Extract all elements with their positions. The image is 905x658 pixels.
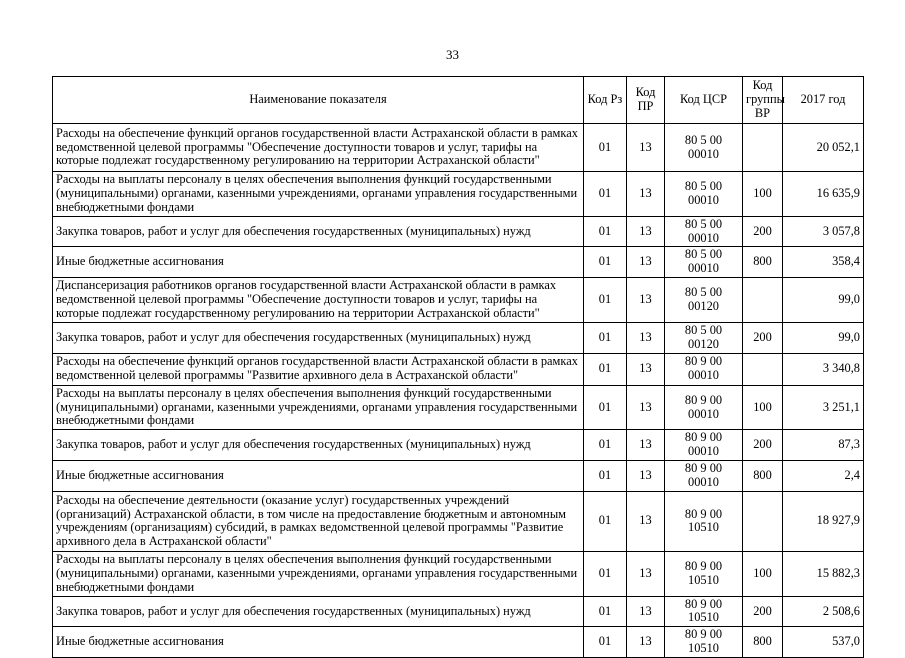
header-pr: Код ПР [627, 77, 665, 124]
cell-name: Расходы на обеспечение функций органов государственной власти Астраханской области в рамках ведомственной целевой программы "Развитие архивного дела в Астраханской области" [53, 353, 584, 385]
cell-rz: 01 [584, 247, 627, 278]
cell-pr: 13 [627, 551, 665, 596]
table-row [53, 430, 864, 461]
cell-rz: 01 [584, 385, 627, 430]
cell-csr: 80 5 00 00010 [665, 172, 743, 217]
cell-amount: 3 057,8 [783, 216, 864, 247]
header-vr: Код группы ВР [743, 77, 783, 124]
cell-name: Иные бюджетные ассигнования [53, 627, 584, 658]
cell-csr: 80 9 00 10510 [665, 551, 743, 596]
cell-name: Закупка товаров, работ и услуг для обеспечения государственных (муниципальных) нужд [53, 430, 584, 461]
cell-name: Иные бюджетные ассигнования [53, 461, 584, 492]
cell-csr: 80 9 00 00010 [665, 385, 743, 430]
table-row [53, 172, 864, 217]
cell-pr: 13 [627, 491, 665, 551]
cell-amount: 2,4 [783, 461, 864, 492]
cell-amount: 15 882,3 [783, 551, 864, 596]
cell-name: Иные бюджетные ассигнования [53, 247, 584, 278]
cell-pr: 13 [627, 430, 665, 461]
cell-rz: 01 [584, 627, 627, 658]
cell-rz: 01 [584, 596, 627, 627]
cell-csr: 80 5 00 00010 [665, 247, 743, 278]
cell-csr: 80 5 00 00120 [665, 322, 743, 353]
cell-name: Закупка товаров, работ и услуг для обеспечения государственных (муниципальных) нужд [53, 596, 584, 627]
cell-rz: 01 [584, 430, 627, 461]
cell-amount: 3 251,1 [783, 385, 864, 430]
cell-amount: 18 927,9 [783, 491, 864, 551]
cell-amount: 20 052,1 [783, 124, 864, 172]
cell-amount: 2 508,6 [783, 596, 864, 627]
cell-rz: 01 [584, 322, 627, 353]
cell-vr: 800 [743, 627, 783, 658]
cell-rz: 01 [584, 278, 627, 323]
table-row [53, 278, 864, 323]
header-csr: Код ЦСР [665, 77, 743, 124]
table-row [53, 385, 864, 430]
cell-rz: 01 [584, 216, 627, 247]
cell-name: Закупка товаров, работ и услуг для обеспечения государственных (муниципальных) нужд [53, 322, 584, 353]
cell-pr: 13 [627, 124, 665, 172]
header-rz: Код Рз [584, 77, 627, 124]
table-row [53, 247, 864, 278]
cell-csr: 80 9 00 00010 [665, 353, 743, 385]
cell-name: Расходы на выплаты персоналу в целях обеспечения выполнения функций государственными (муниципальными) органами, казенными учреждениями, органами управления государственными внебюджетными фондами [53, 551, 584, 596]
cell-name: Расходы на обеспечение функций органов государственной власти Астраханской области в рамках ведомственной целевой программы "Обеспечение доступности товаров и услуг, тарифы на которые подлежат государственному регулированию на территории Астраханской области" [53, 124, 584, 172]
cell-amount: 87,3 [783, 430, 864, 461]
cell-pr: 13 [627, 322, 665, 353]
cell-amount: 537,0 [783, 627, 864, 658]
table-header-row [53, 77, 864, 124]
table-row [53, 124, 864, 172]
cell-name: Расходы на выплаты персоналу в целях обеспечения выполнения функций государственными (муниципальными) органами, казенными учреждениями, органами управления государственными внебюджетными фондами [53, 172, 584, 217]
cell-pr: 13 [627, 247, 665, 278]
cell-pr: 13 [627, 385, 665, 430]
cell-csr: 80 9 00 10510 [665, 596, 743, 627]
cell-amount: 358,4 [783, 247, 864, 278]
header-name: Наименование показателя [53, 77, 584, 124]
table-body [53, 124, 864, 658]
cell-rz: 01 [584, 353, 627, 385]
cell-name: Расходы на выплаты персоналу в целях обеспечения выполнения функций государственными (муниципальными) органами, казенными учреждениями, органами управления государственными внебюджетными фондами [53, 385, 584, 430]
table-row [53, 491, 864, 551]
cell-vr: 200 [743, 322, 783, 353]
cell-csr: 80 9 00 00010 [665, 430, 743, 461]
cell-amount: 16 635,9 [783, 172, 864, 217]
cell-csr: 80 9 00 10510 [665, 491, 743, 551]
cell-rz: 01 [584, 551, 627, 596]
cell-name: Закупка товаров, работ и услуг для обеспечения государственных (муниципальных) нужд [53, 216, 584, 247]
cell-vr: 100 [743, 172, 783, 217]
cell-vr: 100 [743, 551, 783, 596]
cell-vr [743, 353, 783, 385]
cell-vr: 800 [743, 247, 783, 278]
cell-amount: 99,0 [783, 278, 864, 323]
cell-amount: 3 340,8 [783, 353, 864, 385]
cell-vr: 100 [743, 385, 783, 430]
cell-vr: 800 [743, 461, 783, 492]
table-row [53, 461, 864, 492]
cell-rz: 01 [584, 461, 627, 492]
cell-name: Диспансеризация работников органов государственной власти Астраханской области в рамках ведомственной целевой программы "Обеспечение доступности товаров и услуг, тарифы на которые подлежат государственному регулированию на территории Астраханской области" [53, 278, 584, 323]
table-row [53, 216, 864, 247]
cell-vr: 200 [743, 596, 783, 627]
cell-csr: 80 5 00 00010 [665, 216, 743, 247]
page-number: 33 [446, 47, 459, 62]
header-year: 2017 год [783, 77, 864, 124]
cell-rz: 01 [584, 491, 627, 551]
table-row [53, 627, 864, 658]
cell-csr: 80 5 00 00010 [665, 124, 743, 172]
cell-rz: 01 [584, 124, 627, 172]
cell-pr: 13 [627, 596, 665, 627]
cell-pr: 13 [627, 172, 665, 217]
cell-vr: 200 [743, 430, 783, 461]
cell-vr: 200 [743, 216, 783, 247]
cell-pr: 13 [627, 461, 665, 492]
table-row [53, 596, 864, 627]
table-row [53, 551, 864, 596]
cell-vr [743, 124, 783, 172]
cell-pr: 13 [627, 278, 665, 323]
cell-vr [743, 491, 783, 551]
cell-csr: 80 5 00 00120 [665, 278, 743, 323]
table-row [53, 322, 864, 353]
cell-pr: 13 [627, 627, 665, 658]
cell-amount: 99,0 [783, 322, 864, 353]
cell-pr: 13 [627, 216, 665, 247]
cell-pr: 13 [627, 353, 665, 385]
cell-csr: 80 9 00 10510 [665, 627, 743, 658]
cell-vr [743, 278, 783, 323]
table-row [53, 353, 864, 385]
budget-table [52, 76, 864, 658]
cell-name: Расходы на обеспечение деятельности (оказание услуг) государственных учреждений (организаций) Астраханской области, в том числе на предоставление бюджетным и автономным учреждениям (организациям) субсидий, в рамках ведомственной целевой программы "Развитие архивного дела в Астраханской области" [53, 491, 584, 551]
cell-csr: 80 9 00 00010 [665, 461, 743, 492]
cell-rz: 01 [584, 172, 627, 217]
